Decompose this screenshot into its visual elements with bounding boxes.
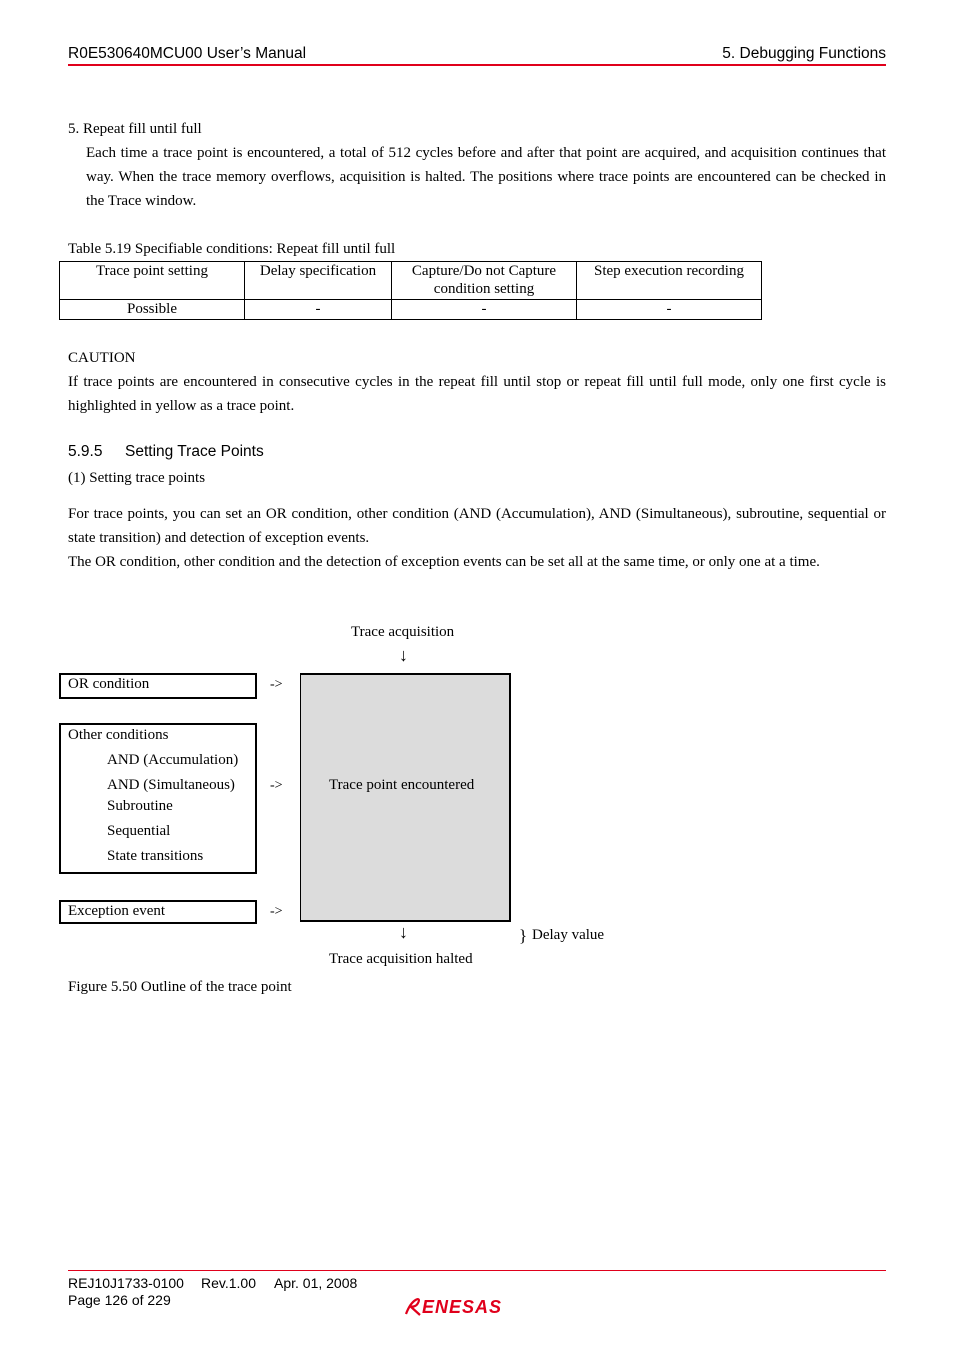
- header-cell: Trace point setting: [60, 262, 245, 300]
- arrow-other: ->: [270, 778, 283, 793]
- table-cell: -: [392, 300, 577, 320]
- repeat-fill-body: Each time a trace point is encountered, a total of 512 cycles before and after that point are acquired, and acquisition continues that way. When the trace memory overflows, acquisition is halted. The positions where trace points are encountered can be checked in the Trace window.: [86, 145, 886, 209]
- section-para-2: The OR condition, other condition and the detection of exception events can be set all at the same time, or only one at a time.: [68, 554, 820, 570]
- arrow-or: ->: [270, 677, 283, 692]
- header-cell: Capture/Do not Capture condition setting: [392, 262, 577, 300]
- condition-item: AND (Accumulation): [107, 752, 239, 768]
- page-number: Page 126 of 229: [68, 1292, 171, 1308]
- table-cell: -: [245, 300, 392, 320]
- caution-body: If trace points are encountered in consecutive cycles in the repeat fill until stop or repeat fill until full mode, only one first cycle is highlighted in yellow as a trace point.: [68, 374, 886, 414]
- caution-title: CAUTION: [68, 350, 136, 366]
- down-arrow-icon: ↓: [399, 922, 408, 942]
- spec-table: [59, 261, 762, 320]
- table-header-row: [60, 262, 762, 300]
- exception-event-label: Exception event: [68, 903, 166, 919]
- header-cell: Delay specification: [245, 262, 392, 300]
- section-number: 5.9.5: [68, 443, 103, 460]
- repeat-fill-heading: 5. Repeat fill until full: [68, 121, 202, 137]
- condition-item: Subroutine: [107, 798, 173, 814]
- revision: Rev.1.00: [201, 1275, 256, 1291]
- brace-icon: }: [519, 926, 528, 945]
- table-caption: Table 5.19 Specifiable conditions: Repeat fill until full: [68, 241, 396, 257]
- table-row: [60, 300, 762, 320]
- header-rule: [68, 64, 886, 66]
- trace-point-encountered-label: Trace point encountered: [329, 777, 475, 793]
- figure-caption: Figure 5.50 Outline of the trace point: [68, 979, 292, 995]
- table-cell: -: [577, 300, 762, 320]
- chapter-title: 5. Debugging Functions: [722, 45, 886, 62]
- other-conditions-title: Other conditions: [68, 727, 169, 743]
- condition-item: State transitions: [107, 848, 204, 864]
- section-title: Setting Trace Points: [125, 443, 264, 460]
- trace-acquisition-label: Trace acquisition: [351, 624, 455, 640]
- condition-item: AND (Simultaneous): [107, 777, 235, 793]
- svg-text:ENESAS: ENESAS: [422, 1297, 503, 1317]
- header-cell: Step execution recording: [577, 262, 762, 300]
- footer-rule: [68, 1270, 886, 1271]
- condition-item: Sequential: [107, 823, 171, 839]
- manual-title: R0E530640MCU00 User’s Manual: [68, 45, 307, 62]
- doc-id: REJ10J1733-0100: [68, 1275, 184, 1291]
- trace-halted-label: Trace acquisition halted: [329, 951, 473, 967]
- down-arrow-icon: ↓: [399, 645, 408, 665]
- or-condition-label: OR condition: [68, 676, 150, 692]
- table-cell: Possible: [60, 300, 245, 320]
- renesas-logo-icon: [404, 1294, 552, 1318]
- delay-value-label: Delay value: [532, 927, 605, 943]
- arrow-exception: ->: [270, 904, 283, 919]
- section-para-1: For trace points, you can set an OR condition, other condition (AND (Accumulation), AND (Simultaneous), subroutine, sequential or state transition) and detection of exception events.: [68, 506, 886, 546]
- renesas-logo: [404, 1294, 552, 1323]
- trace-buffer-box: [300, 673, 511, 922]
- subsection-heading: (1) Setting trace points: [68, 470, 206, 486]
- issue-date: Apr. 01, 2008: [274, 1275, 358, 1291]
